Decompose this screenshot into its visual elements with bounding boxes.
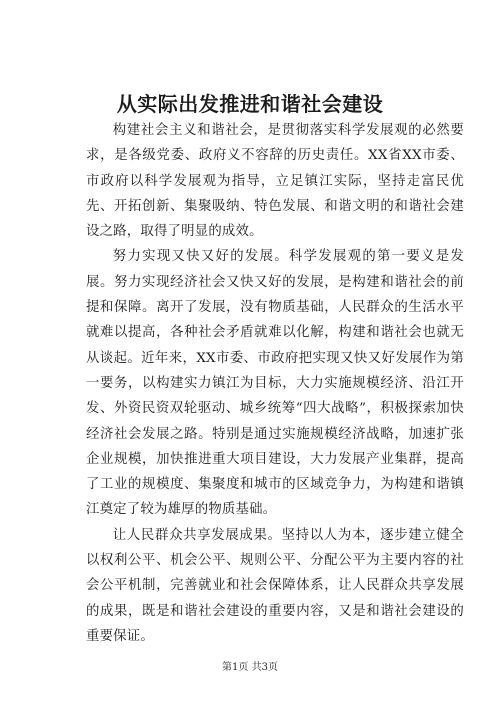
document-title: 从实际出发推进和谐社会建设	[116, 92, 384, 116]
paragraph-development: 努力实现又快又好的发展。科学发展观的第一要义是发展。努力实现经济社会又快又好的发展，是构建和谐社会的前提和保障。离开了发展，没有物质基础，人民群众的生活水平就难以提高，各种社会矛盾就难以化解，构建和谐社会也就无从谈起。近年来，XX市委、市政府把实现又快又好发展作为第一要务，以构建实力镇江为目标，大力实施规模经济、沿江开发、外资民资双轮驱动、城乡统筹“四大战略”，积极探索加快经济社会发展之路。特别是通过实施规模经济战略，加速扩张企业规模，加快推进重大项目建设，大力发展产业集群，提高了工业的规模度、集聚度和城市的区域竞争力，为构建和谐镇江奠定了较为雄厚的物质基础。	[86, 249, 464, 518]
paragraph-share-results: 让人民群众共享发展成果。坚持以人为本，逐步建立健全以权利公平、机会公平、规则公平、分配公平为主要内容的社会公平机制，完善就业和社会保障体系，让人民群众共享发展的成果，既是和谐社会建设的重要内容，又是和谐社会建设的重要保证。	[86, 527, 464, 644]
page-footer: 第1页 共3页	[222, 662, 278, 673]
paragraph-intro: 构建社会主义和谐社会，是贯彻落实科学发展观的必然要求，是各级党委、政府义不容辞的历史责任。XX省XX市委、市政府以科学发展观为指导，立足镇江实际，坚持走富民优先、开拓创新、集聚吸纳、特色发展、和谐文明的和谐社会建设之路，取得了明显的成效。	[86, 123, 464, 240]
document-body	[86, 118, 464, 649]
